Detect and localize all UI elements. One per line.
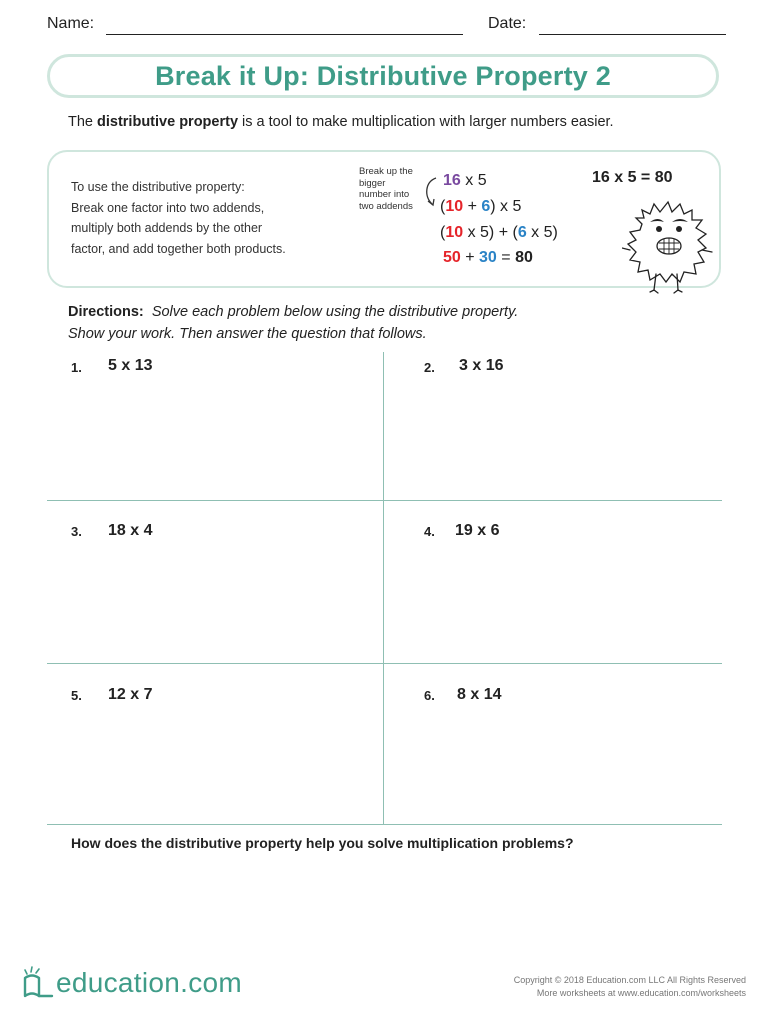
grid-center-divider: [383, 352, 384, 824]
example-instructions: [71, 177, 341, 259]
problem-number: 2.: [424, 360, 435, 375]
addend-6: 6: [481, 198, 491, 215]
intro-text: [68, 114, 614, 130]
problem-expression: 5 x 13: [108, 357, 153, 374]
work-area-2[interactable]: [386, 384, 720, 498]
problem-number: 3.: [71, 524, 82, 539]
instruction-line: To use the distributive property:: [71, 180, 245, 194]
work-area-1[interactable]: [48, 384, 382, 498]
plus: +: [463, 198, 482, 215]
instruction-line: multiply both addends by the other: [71, 221, 263, 235]
directions-label: Directions:: [68, 304, 144, 320]
problem-number: 5.: [71, 688, 82, 703]
example-line-1: [443, 172, 487, 190]
problem-expression: 12 x 7: [108, 686, 153, 703]
grid-divider: [47, 500, 722, 501]
curved-arrow-icon: [421, 174, 441, 210]
intro-after: is a tool to make multiplication with larger numbers easier.: [238, 114, 614, 130]
example-answer: 16 x 5 = 80: [592, 169, 673, 186]
name-line[interactable]: [106, 34, 463, 35]
example-line-4: [443, 249, 533, 267]
addend-6: 6: [517, 224, 527, 241]
paren: (: [440, 224, 446, 241]
date-line[interactable]: [539, 34, 726, 35]
addend-10: 10: [445, 198, 464, 215]
copyright: [514, 974, 746, 1000]
problem-number: 1.: [71, 360, 82, 375]
title-banner: [47, 54, 719, 98]
result-80: 80: [515, 249, 533, 266]
more-worksheets-link[interactable]: More worksheets at www.education.com/worksheets: [536, 988, 746, 998]
work-area-4[interactable]: [386, 548, 720, 660]
line1-rest: x 5: [460, 172, 487, 189]
problem-expression: 8 x 14: [457, 686, 502, 703]
book-logo-icon: [22, 966, 56, 1000]
education-logo[interactable]: [22, 966, 242, 1000]
paren: (: [440, 198, 446, 215]
directions-line-2: Show your work. Then answer the question that follows.: [68, 326, 427, 342]
example-line-2: [440, 198, 521, 216]
work-area-6[interactable]: [386, 712, 720, 822]
problem-number: 4.: [424, 524, 435, 539]
follow-up-question: How does the distributive property help you solve multiplication problems?: [71, 835, 574, 851]
product-30: 30: [479, 249, 497, 266]
equals: =: [496, 249, 516, 266]
intro-bold: distributive property: [97, 114, 239, 130]
example-line-3: [440, 224, 558, 242]
problem-expression: 3 x 16: [459, 357, 504, 374]
plus: +: [460, 249, 480, 266]
work-area-5[interactable]: [48, 712, 382, 822]
copyright-line: Copyright © 2018 Education.com LLC All Rights Reserved: [513, 975, 746, 985]
break-up-note: Break up the bigger number into two addends: [359, 166, 413, 212]
name-label: Name:: [47, 15, 95, 32]
monster-illustration: [622, 194, 718, 302]
problem-number: 6.: [424, 688, 435, 703]
problem-expression: 18 x 4: [108, 522, 153, 539]
directions-line-1: Solve each problem below using the distributive property.: [151, 304, 519, 320]
answer-area[interactable]: [68, 860, 720, 950]
logo-text: education.com: [56, 967, 243, 998]
page-title: Break it Up: Distributive Property 2: [155, 60, 611, 91]
instruction-line: Break one factor into two addends,: [71, 200, 265, 215]
grid-divider: [47, 663, 722, 664]
work-area-3[interactable]: [48, 548, 382, 660]
instruction-line: factor, and add together both products.: [71, 241, 286, 256]
factor-16: 16: [443, 172, 461, 189]
line3-end: x 5): [526, 224, 558, 241]
product-50: 50: [443, 249, 461, 266]
date-label: Date:: [488, 15, 527, 32]
line2-rest: ) x 5: [490, 198, 522, 215]
directions: [68, 301, 518, 345]
intro-before: The: [68, 114, 98, 130]
addend-10: 10: [445, 224, 464, 241]
grid-divider: [47, 824, 722, 825]
problem-expression: 19 x 6: [455, 522, 500, 539]
line3-mid: x 5) + (: [463, 224, 518, 241]
